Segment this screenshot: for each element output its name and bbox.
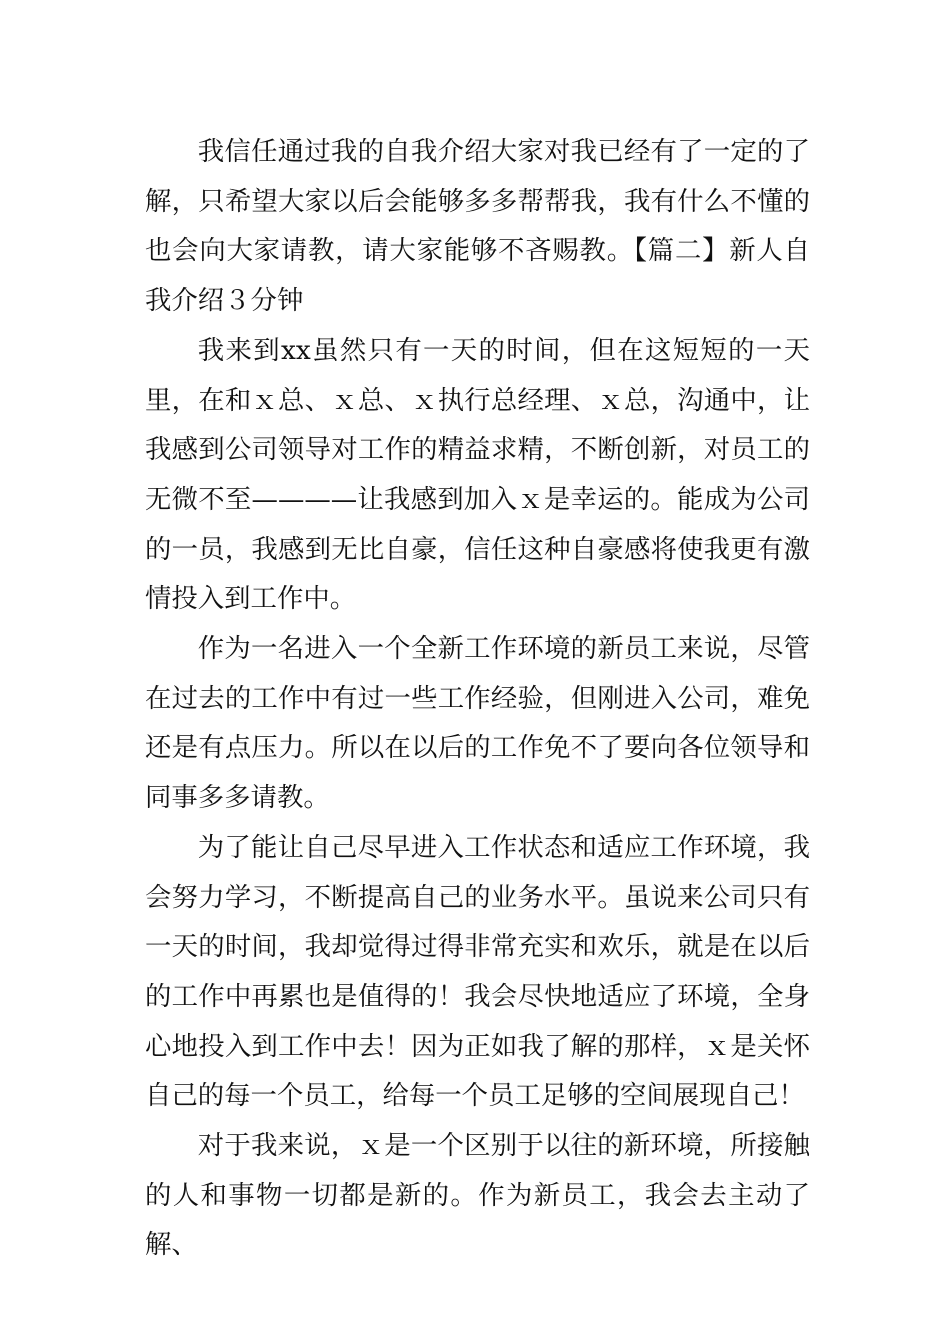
paragraph: 作为一名进入一个全新工作环境的新员工来说，尽管在过去的工作中有过一些工作经验，但刚进入公司，难免还是有点压力。所以在以后的工作免不了要向各位领导和同事多多请教。 [145,633,810,814]
paragraph: 为了能让自己尽早进入工作状态和适应工作环境，我会努力学习，不断提高自己的业务水平。虽说来公司只有一天的时间，我却觉得过得非常充实和欢乐，就是在以后的工作中再累也是值得的！我会尽快地适应了环境，全身心地投入到工作中去！因为正如我了解的那样，ｘ是关怀自己的每一个员工，给每一个员工足够的空间展现自己！ [145,831,810,1112]
paragraph: 对于我来说，ｘ是一个区别于以往的新环境，所接触的人和事物一切都是新的。作为新员工，我会去主动了解、 [145,1130,810,1261]
body-text [145,127,810,1270]
paragraph: 我信任通过我的自我介绍大家对我已经有了一定的了解，只希望大家以后会能够多多帮帮我，我有什么不懂的也会向大家请教，请大家能够不吝赐教。【篇二】新人自我介绍３分钟 [145,136,810,317]
paragraph: 我来到xx虽然只有一天的时间，但在这短短的一天里，在和ｘ总、ｘ总、ｘ执行总经理、ｘ总，沟通中，让我感到公司领导对工作的精益求精，不断创新，对员工的无微不至————让我感到加入ｘ是幸运的。能成为公司的一员，我感到无比自豪，信任这种自豪感将使我更有激情投入到工作中。 [145,334,810,615]
